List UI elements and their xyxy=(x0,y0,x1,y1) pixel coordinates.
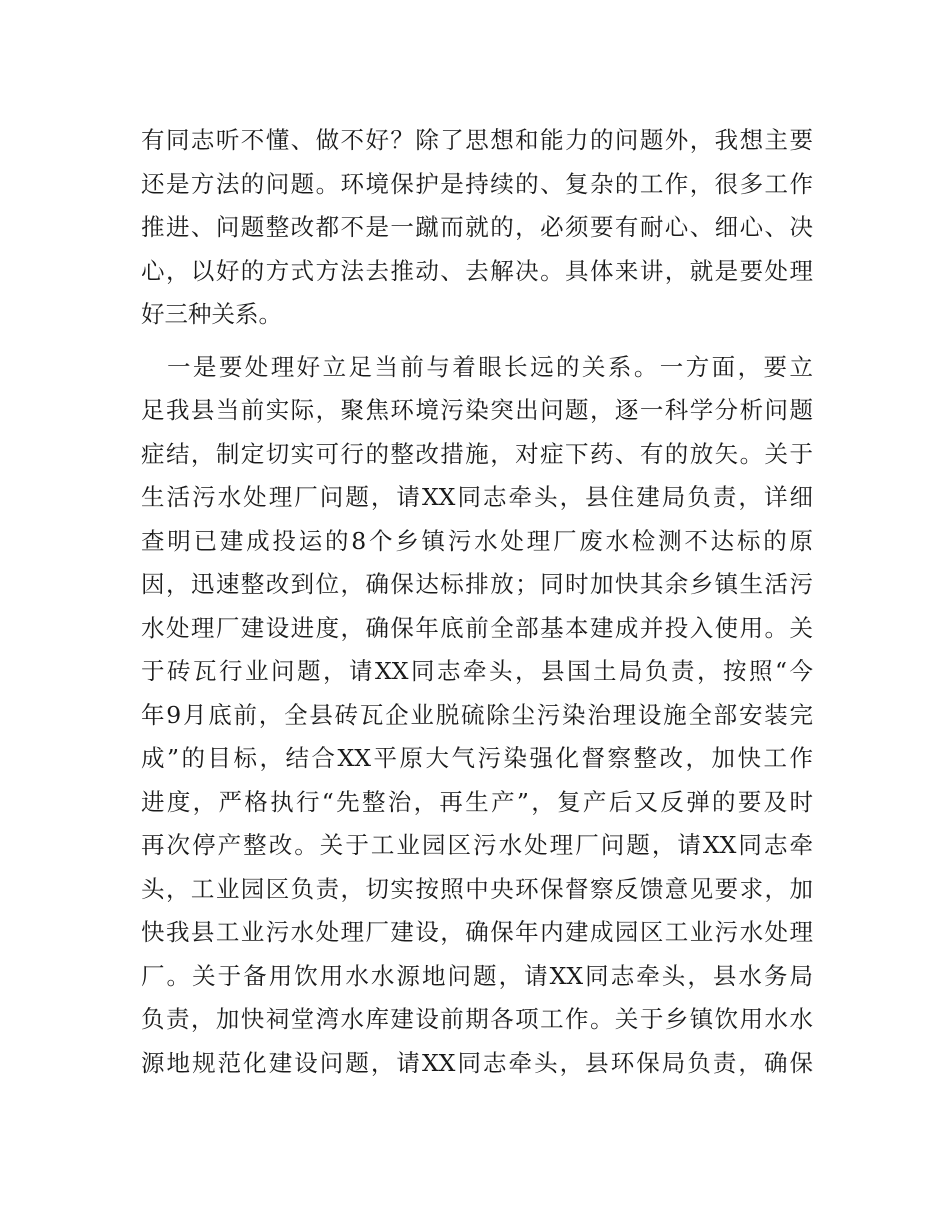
text-line: 于砖瓦行业问题，请XX同志牵头，县国土局负责，按照“今 xyxy=(141,657,813,685)
text-line: 快我县工业污水处理厂建设，确保年内建成园区工业污水处理 xyxy=(141,918,813,946)
text-line: 源地规范化建设问题，请XX同志牵头，县环保局负责，确保 xyxy=(141,1048,813,1077)
text-line: 一是要处理好立足当前与着眼长远的关系。一方面，要立 xyxy=(141,352,813,381)
text-line: 成”的目标，结合XX平原大气污染强化督察整改，加快工作 xyxy=(141,744,813,772)
text-line: 进度，严格执行“先整治，再生产”，复产后又反弹的要及时 xyxy=(141,787,813,816)
paragraph-spacer xyxy=(141,337,813,346)
text-line: 还是方法的问题。环境保护是持续的、复杂的工作，很多工作 xyxy=(141,169,813,198)
text-line: 症结，制定切实可行的整改措施，对症下药、有的放矢。关于 xyxy=(141,439,813,468)
text-line: 查明已建成投运的8个乡镇污水处理厂废水检测不达标的原 xyxy=(141,526,813,555)
text-line: 好三种关系。 xyxy=(141,300,282,328)
document-body xyxy=(141,119,813,1085)
text-line: 心，以好的方式方法去推动、去解决。具体来讲，就是要处理 xyxy=(141,256,813,285)
paragraph-2 xyxy=(141,346,813,1086)
text-line: 厂。关于备用饮用水水源地问题，请XX同志牵头，县水务局 xyxy=(141,961,813,990)
text-line: 负责，加快祠堂湾水库建设前期各项工作。关于乡镇饮用水水 xyxy=(141,1005,813,1033)
text-line: 有同志听不懂、做不好？除了思想和能力的问题外，我想主要 xyxy=(141,126,813,154)
text-line: 足我县当前实际，聚焦环境污染突出问题，逐一科学分析问题 xyxy=(141,396,813,424)
text-line: 头，工业园区负责，切实按照中央环保督察反馈意见要求，加 xyxy=(141,874,813,903)
text-line: 再次停产整改。关于工业园区污水处理厂问题，请XX同志牵 xyxy=(141,831,813,859)
text-line: 因，迅速整改到位，确保达标排放；同时加快其余乡镇生活污 xyxy=(141,570,813,598)
text-line: 水处理厂建设进度，确保年底前全部基本建成并投入使用。关 xyxy=(141,613,813,642)
paragraph-1 xyxy=(141,119,813,337)
text-line: 生活污水处理厂问题，请XX同志牵头，县住建局负责，详细 xyxy=(141,483,813,511)
text-line: 年9月底前，全县砖瓦企业脱硫除尘污染治理设施全部安装完 xyxy=(141,700,813,729)
text-line: 推进、问题整改都不是一蹴而就的，必须要有耐心、细心、决 xyxy=(141,213,813,241)
